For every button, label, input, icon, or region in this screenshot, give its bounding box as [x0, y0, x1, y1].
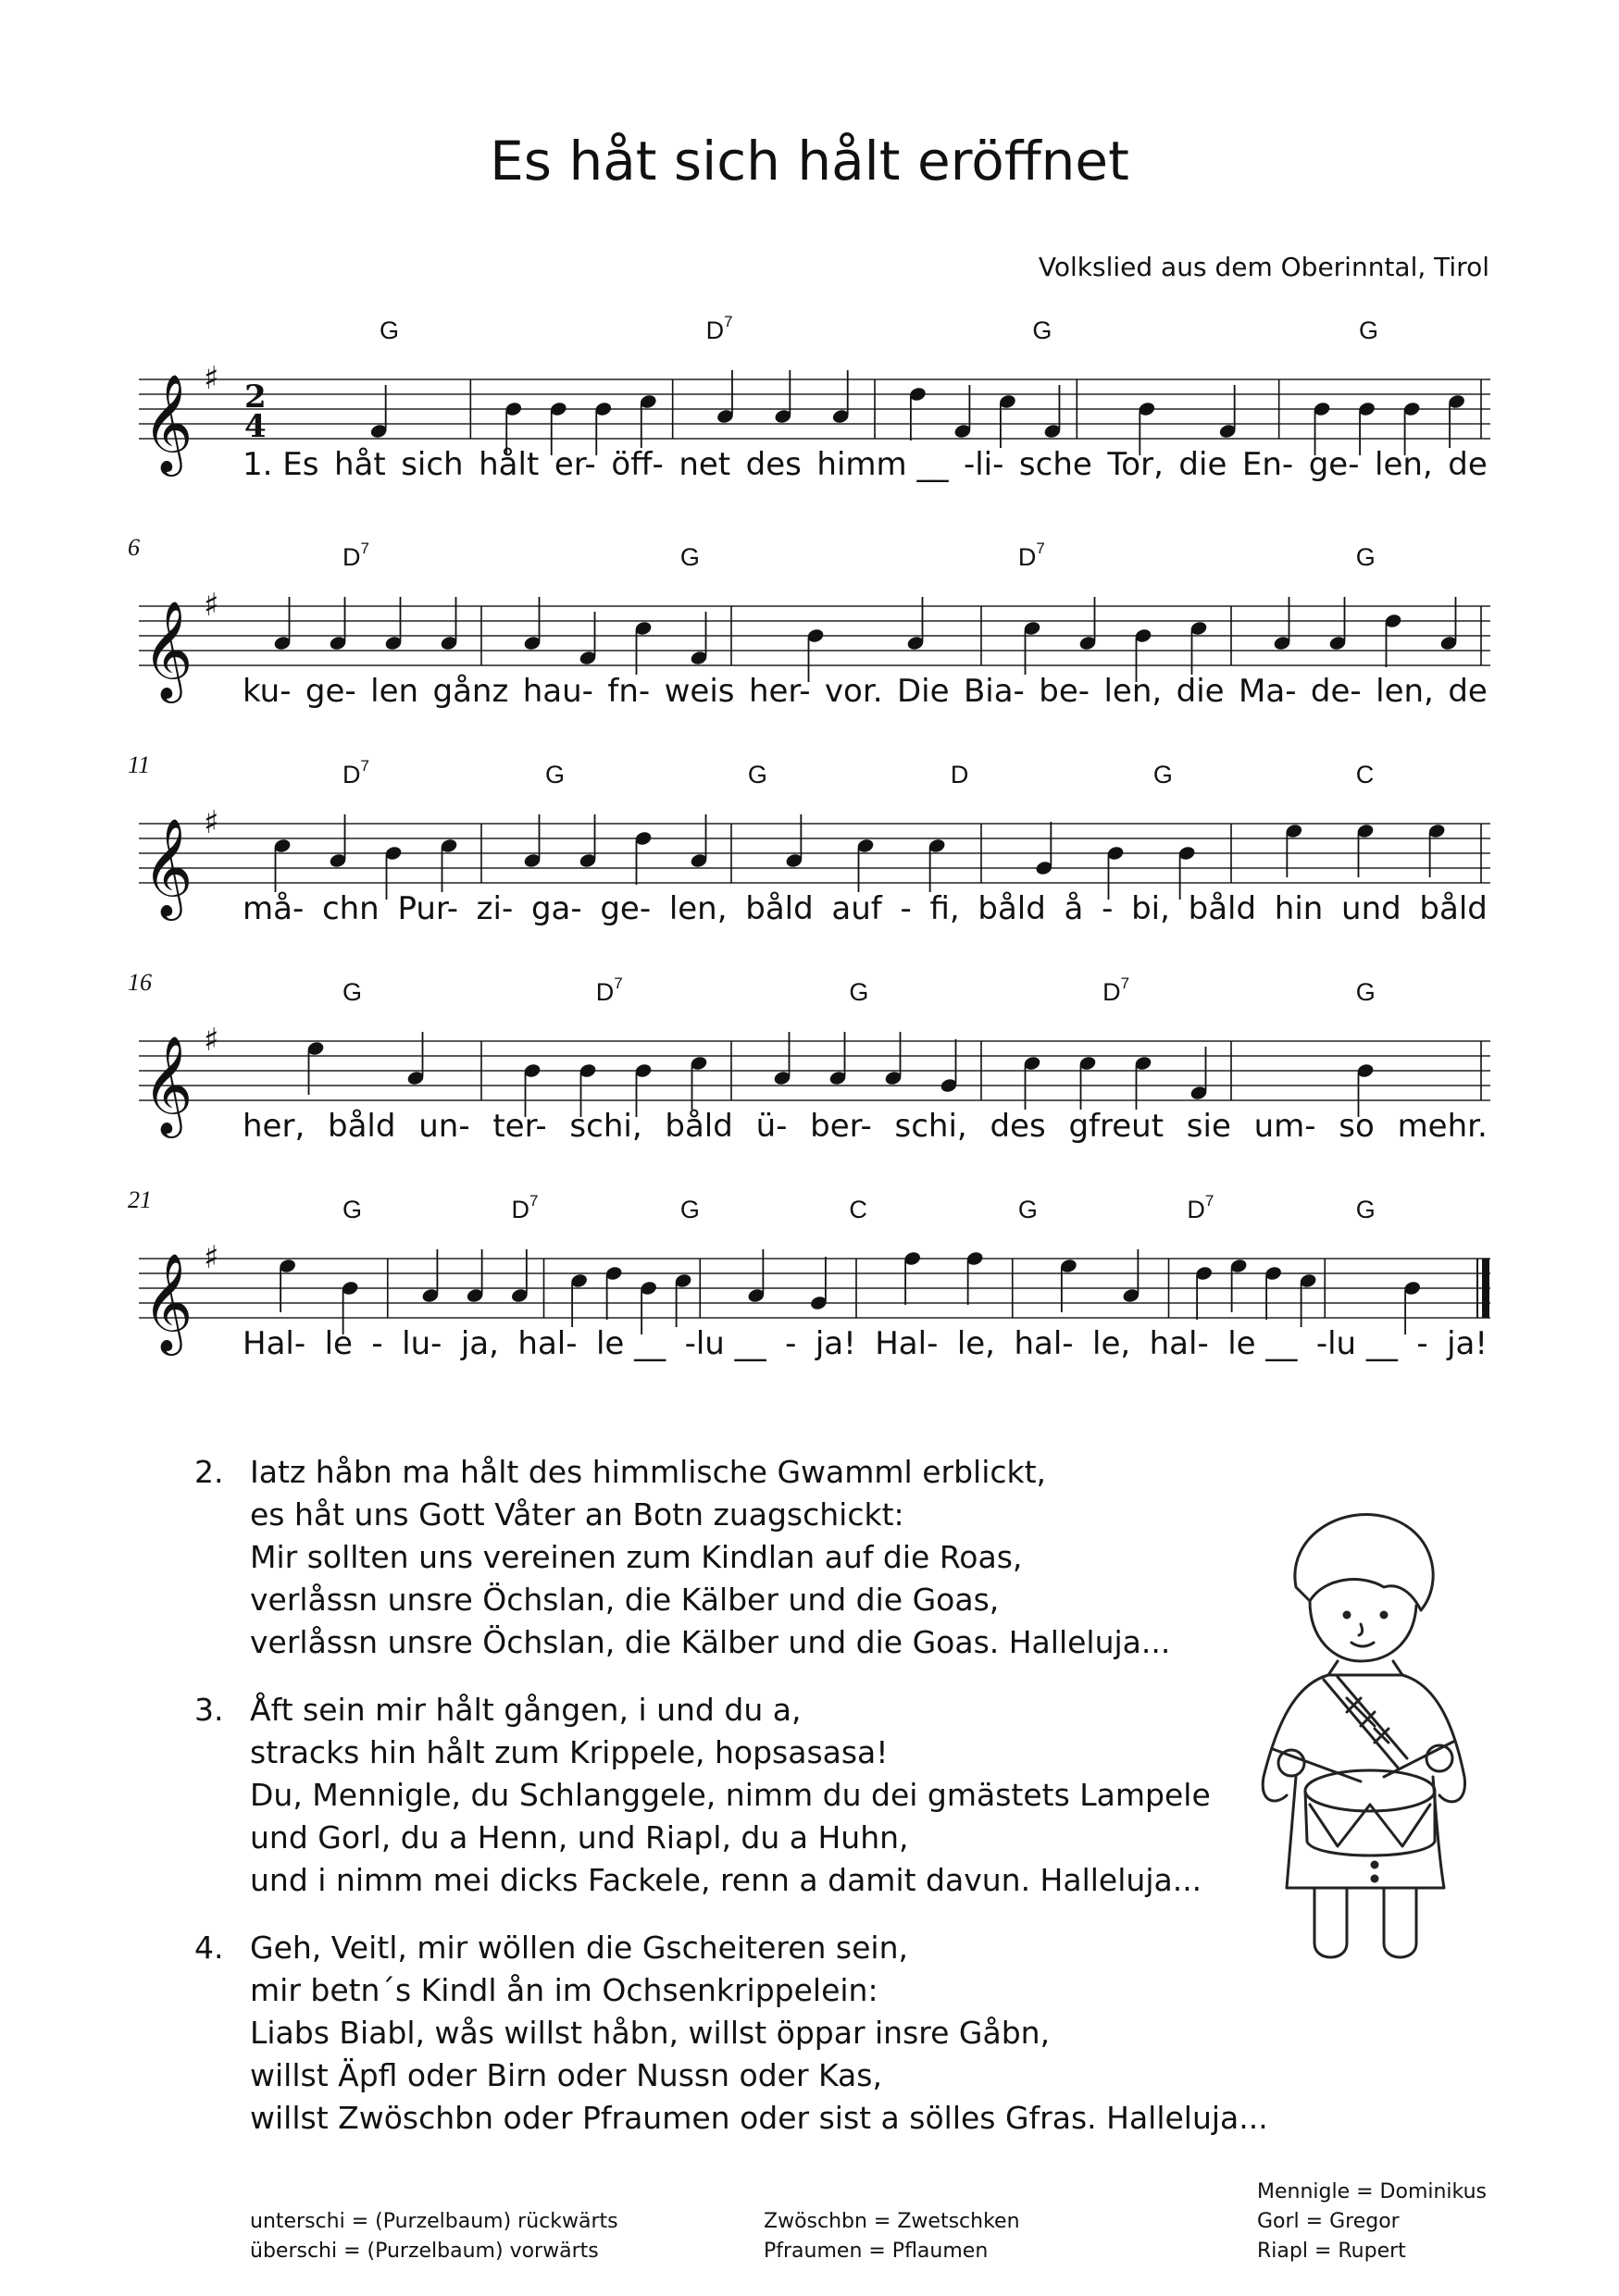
- measure-number: 16: [128, 969, 152, 996]
- footnote-column-1: [250, 2207, 618, 2266]
- footnote: Pfraumen = Pflaumen: [764, 2240, 989, 2263]
- lyric-syllable: ja,: [460, 1325, 499, 1362]
- verse-line: es håt uns Gott Våter an Botn zuagschickt:: [250, 1496, 904, 1533]
- lyric-syllable: len,: [668, 890, 728, 927]
- lyric-syllable: gfreut: [1068, 1108, 1164, 1145]
- lyric-syllable: ber-: [810, 1108, 872, 1145]
- lyric-syllable: de: [1448, 673, 1488, 710]
- measure-number: 21: [128, 1186, 152, 1213]
- chord-extension: 7: [360, 757, 369, 775]
- lyric-syllable: himm __: [816, 446, 949, 483]
- chord-symbol: [1356, 543, 1376, 572]
- chord-name: D: [1102, 978, 1121, 1006]
- treble-clef-icon: 𝄞: [143, 1035, 193, 1134]
- chord-symbol: [748, 761, 767, 789]
- verse-line: willst Zwöschbn oder Pfraumen oder sist a sölles Gfras. Halleluja...: [250, 2100, 1268, 2136]
- lyric-syllable: ge-: [600, 890, 652, 927]
- chord-name: G: [1152, 761, 1173, 788]
- lyric-syllable: ja!: [815, 1325, 856, 1362]
- chord-extension: 7: [1036, 540, 1045, 557]
- lyric-syllable: båld: [1188, 890, 1257, 927]
- lyric-syllable: net: [679, 446, 731, 483]
- footnote: überschi = (Purzelbaum) vorwärts: [250, 2240, 599, 2263]
- treble-clef-icon: 𝄞: [143, 817, 193, 916]
- lyric-syllable: -: [1102, 890, 1114, 927]
- chord-name: G: [849, 978, 869, 1006]
- lyrics-text: [243, 673, 1488, 710]
- lyric-syllable: her-: [748, 673, 811, 710]
- verse-line: und Gorl, du a Henn, und Riapl, du a Huhn,: [250, 1819, 909, 1855]
- verse-line: stracks hin hålt zum Krippele, hopsasasa!: [250, 1734, 889, 1770]
- lyric-syllable: hal-: [1149, 1325, 1209, 1362]
- chord-name: G: [1355, 543, 1376, 571]
- lyric-syllable: ter-: [492, 1108, 547, 1145]
- lyric-syllable: Hal-: [243, 1325, 306, 1362]
- chord-name: G: [679, 1196, 700, 1223]
- chord-symbol: [1153, 761, 1173, 789]
- chord-symbol: [680, 1196, 700, 1224]
- lyrics-text: [243, 890, 1488, 927]
- verse-line: Åft sein mir hålt gången, i und du a,: [250, 1692, 802, 1728]
- sharp-key-signature-icon: ♯: [204, 360, 219, 397]
- chord-symbol: [342, 1196, 362, 1224]
- lyric-syllable: len,: [1103, 673, 1163, 710]
- lyric-syllable: und: [1341, 890, 1401, 927]
- lyric-syllable: håt: [333, 446, 386, 483]
- lyric-syllable: gånz: [432, 673, 509, 710]
- chord-name: D: [1187, 1196, 1205, 1223]
- chord-symbol: [680, 543, 700, 572]
- chord-name: C: [849, 1196, 867, 1223]
- lyric-syllable: schi,: [569, 1108, 642, 1145]
- time-signature-icon: 4: [244, 408, 267, 445]
- chord-symbol: [545, 761, 565, 789]
- lyric-syllable: vor.: [824, 673, 883, 710]
- verse-line: verlåssn unsre Öchslan, die Kälber und die Goas,: [250, 1582, 1000, 1618]
- lyric-syllable: fi,: [929, 890, 960, 927]
- song-source: Volkslied aus dem Oberinntal, Tirol: [1038, 252, 1489, 282]
- lyric-syllable: fn-: [607, 673, 651, 710]
- verse-line: verlåssn unsre Öchslan, die Kälber und die Goas. Halleluja...: [250, 1624, 1171, 1660]
- lyric-syllable: le __: [1227, 1325, 1298, 1362]
- chord-name: D: [342, 761, 361, 788]
- lyric-syllable: le __: [595, 1325, 666, 1362]
- chord-symbol: [1187, 1192, 1214, 1224]
- lyric-syllable: båld: [328, 1108, 396, 1145]
- lyric-syllable: båld: [665, 1108, 733, 1145]
- verse-number: 3.: [194, 1692, 224, 1728]
- chord-symbol: [1018, 1196, 1038, 1224]
- chord-name: G: [342, 1196, 363, 1223]
- verse-line: und i nimm mei dicks Fackele, renn a damit davun. Halleluja...: [250, 1862, 1202, 1898]
- lyric-syllable: hau-: [522, 673, 593, 710]
- time-signature-icon: 2: [244, 379, 267, 416]
- lyric-syllable: le: [324, 1325, 353, 1362]
- lyric-syllable: ge-: [1308, 446, 1360, 483]
- lyric-syllable: -: [1416, 1325, 1428, 1362]
- verse-line: mir betn´s Kindl ån im Ochsenkrippelein:: [250, 1972, 878, 2008]
- lyric-syllable: Tor,: [1107, 446, 1164, 483]
- chord-symbol: [951, 761, 969, 789]
- lyric-syllable: weis: [664, 673, 735, 710]
- lyric-syllable: die: [1176, 673, 1225, 710]
- lyric-syllable: -: [900, 890, 912, 927]
- verse-line: Geh, Veitl, mir wöllen die Gscheiteren sein,: [250, 1930, 908, 1966]
- lyric-syllable: öff-: [611, 446, 664, 483]
- lyric-syllable: len: [370, 673, 419, 710]
- lyric-syllable: schi,: [894, 1108, 967, 1145]
- chord-name: G: [1355, 1196, 1376, 1223]
- lyric-syllable: ja!: [1447, 1325, 1488, 1362]
- lyric-syllable: -lu __: [1315, 1325, 1398, 1362]
- lyrics-text: [243, 1325, 1488, 1362]
- chord-symbol: [380, 316, 399, 345]
- chord-symbol: [1356, 978, 1376, 1007]
- footnote: Riapl = Rupert: [1257, 2240, 1406, 2263]
- chord-extension: 7: [614, 974, 623, 992]
- lyric-syllable: de: [1448, 446, 1488, 483]
- lyric-syllable: un-: [418, 1108, 470, 1145]
- lyric-syllable: le,: [956, 1325, 995, 1362]
- footnote: unterschi = (Purzelbaum) rückwärts: [250, 2210, 618, 2233]
- chord-symbol: [342, 757, 369, 789]
- lyric-syllable: mehr.: [1397, 1108, 1488, 1145]
- chord-symbol: [342, 978, 362, 1007]
- chord-symbol: [342, 540, 369, 572]
- lyric-syllable: um-: [1253, 1108, 1316, 1145]
- footnote-column-2: [764, 2207, 1020, 2266]
- chord-name: G: [747, 761, 767, 788]
- sharp-key-signature-icon: ♯: [204, 587, 219, 624]
- lyric-syllable: -lu __: [684, 1325, 766, 1362]
- lyrics-line: [243, 446, 1488, 483]
- lyric-syllable: len,: [1375, 446, 1433, 483]
- chord-name: G: [342, 978, 363, 1006]
- chord-name: G: [380, 316, 400, 344]
- chord-symbol: [1356, 1196, 1376, 1224]
- lyrics-line: [243, 1325, 1488, 1362]
- chord-name: D: [705, 316, 725, 344]
- chord-name: G: [1355, 978, 1376, 1006]
- lyrics-text: [243, 1108, 1488, 1145]
- chord-name: G: [1032, 316, 1052, 344]
- lyric-syllable: Ma-: [1239, 673, 1297, 710]
- lyric-syllable: sich: [401, 446, 464, 483]
- verse-line: Iatz håbn ma hålt des himmlische Gwamml erblickt,: [250, 1454, 1047, 1490]
- chord-symbol: [595, 974, 623, 1007]
- chord-symbol: [849, 978, 868, 1007]
- lyric-syllable: Pur-: [397, 890, 458, 927]
- lyric-syllable: de-: [1310, 673, 1362, 710]
- lyric-syllable: Hal-: [875, 1325, 939, 1362]
- footnote-column-3: [1257, 2178, 1487, 2266]
- footnote: Gorl = Gregor: [1257, 2210, 1400, 2233]
- lyric-syllable: -: [785, 1325, 797, 1362]
- lyrics-line: [243, 1108, 1488, 1145]
- verse-line: Mir sollten uns vereinen zum Kindlan auf die Roas,: [250, 1539, 1023, 1575]
- chord-symbol: [1359, 316, 1378, 345]
- lyric-syllable: hin: [1274, 890, 1324, 927]
- lyric-syllable: Die: [896, 673, 950, 710]
- lyric-syllable: å: [1064, 890, 1084, 927]
- chord-symbol: [511, 1192, 539, 1224]
- lyric-syllable: 1. Es: [243, 446, 319, 483]
- chord-symbol: [849, 1196, 867, 1224]
- lyric-syllable: ku-: [243, 673, 292, 710]
- chord-name: G: [679, 543, 700, 571]
- verse-number: 4.: [194, 1930, 224, 1966]
- chord-name: D: [950, 761, 969, 788]
- footnote: Mennigle = Dominikus: [1257, 2180, 1488, 2203]
- lyric-syllable: båld: [745, 890, 814, 927]
- chord-name: C: [1355, 761, 1375, 788]
- lyric-syllable: be-: [1039, 673, 1090, 710]
- lyric-syllable: auf: [831, 890, 882, 927]
- treble-clef-icon: 𝄞: [143, 1252, 193, 1351]
- lyric-syllable: båld: [978, 890, 1046, 927]
- measure-number: 11: [128, 751, 151, 778]
- chord-extension: 7: [724, 313, 733, 330]
- lyric-syllable: her,: [243, 1108, 305, 1145]
- chord-name: G: [1017, 1196, 1038, 1223]
- chord-name: G: [544, 761, 565, 788]
- final-barline: [1482, 1259, 1489, 1318]
- lyric-syllable: -li-: [963, 446, 1004, 483]
- verse-line: Liabs Biabl, wås willst håbn, willst öppar insre Gåbn,: [250, 2015, 1051, 2051]
- lyric-syllable: so: [1339, 1108, 1375, 1145]
- lyric-syllable: sie: [1186, 1108, 1231, 1145]
- song-title: Es håt sich hålt eröffnet: [490, 130, 1129, 192]
- lyric-syllable: En-: [1241, 446, 1294, 483]
- chord-symbol: [1017, 540, 1045, 572]
- lyric-syllable: lu-: [402, 1325, 442, 1362]
- measure-number: 6: [128, 534, 140, 561]
- lyric-syllable: hal-: [517, 1325, 578, 1362]
- drummer-boy-illustration: [1222, 1499, 1500, 1980]
- chord-name: D: [511, 1196, 529, 1223]
- verse-line: willst Äpfl oder Birn oder Nussn oder Kas,: [250, 2057, 882, 2093]
- lyric-syllable: sche: [1018, 446, 1092, 483]
- chord-extension: 7: [1120, 974, 1130, 992]
- lyric-syllable: len,: [1376, 673, 1434, 710]
- lyric-syllable: le,: [1092, 1325, 1131, 1362]
- lyrics-line: [243, 673, 1488, 710]
- chord-name: G: [1359, 316, 1379, 344]
- lyrics-line: [243, 890, 1488, 927]
- lyric-syllable: des: [745, 446, 802, 483]
- lyric-syllable: Bia-: [963, 673, 1025, 710]
- chord-name: D: [342, 543, 361, 571]
- sharp-key-signature-icon: ♯: [204, 804, 219, 841]
- chord-symbol: [705, 313, 733, 345]
- chord-symbol: [1032, 316, 1052, 345]
- treble-clef-icon: 𝄞: [143, 373, 193, 472]
- lyric-syllable: er-: [554, 446, 596, 483]
- lyric-syllable: chn: [321, 890, 380, 927]
- chord-extension: 7: [529, 1192, 539, 1210]
- footnote: Zwöschbn = Zwetschken: [764, 2210, 1020, 2233]
- lyric-syllable: ü-: [755, 1108, 788, 1145]
- lyric-syllable: -: [371, 1325, 383, 1362]
- lyric-syllable: hal-: [1014, 1325, 1074, 1362]
- lyric-syllable: die: [1178, 446, 1227, 483]
- lyric-syllable: bi,: [1131, 890, 1170, 927]
- chord-extension: 7: [360, 540, 369, 557]
- lyric-syllable: des: [990, 1108, 1046, 1145]
- verse-line: Du, Mennigle, du Schlanggele, nimm du dei gmästets Lampele: [250, 1777, 1211, 1813]
- sharp-key-signature-icon: ♯: [204, 1022, 219, 1059]
- chord-name: D: [595, 978, 615, 1006]
- chord-name: D: [1017, 543, 1037, 571]
- lyric-syllable: ga-: [530, 890, 582, 927]
- treble-clef-icon: 𝄞: [143, 600, 193, 699]
- lyrics-text: [243, 446, 1488, 483]
- lyric-syllable: zi-: [476, 890, 514, 927]
- verse-number: 2.: [194, 1454, 224, 1490]
- chord-symbol: [1102, 974, 1130, 1007]
- sharp-key-signature-icon: ♯: [204, 1239, 219, 1276]
- chord-extension: 7: [1204, 1192, 1214, 1210]
- lyric-syllable: ge-: [305, 673, 356, 710]
- lyric-syllable: båld: [1419, 890, 1488, 927]
- chord-symbol: [1356, 761, 1375, 789]
- lyric-syllable: må-: [243, 890, 305, 927]
- lyric-syllable: hålt: [479, 446, 540, 483]
